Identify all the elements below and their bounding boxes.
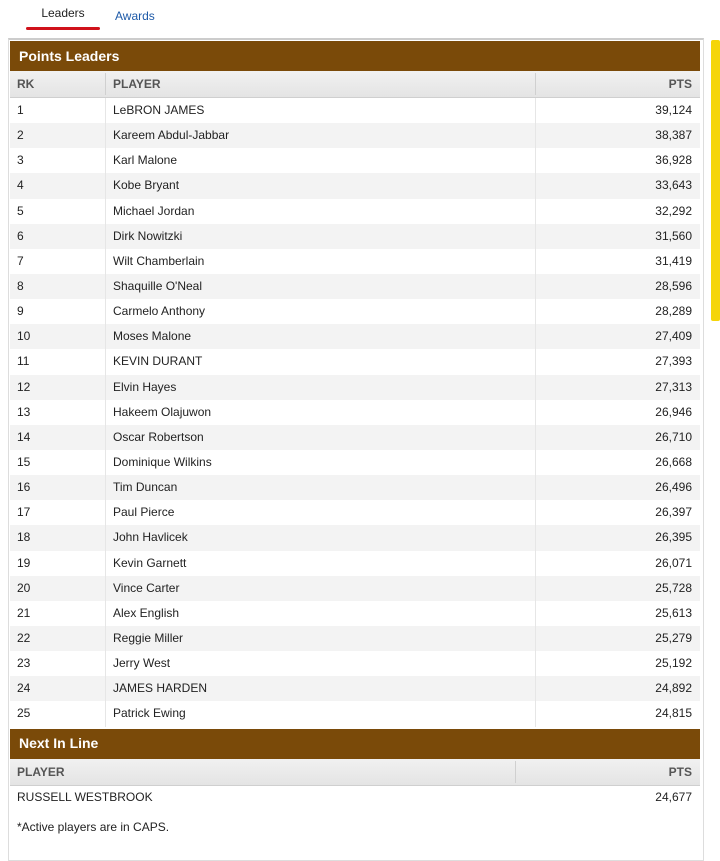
player-name: Dominique Wilkins [113, 454, 212, 469]
player-name: Elvin Hayes [113, 379, 177, 394]
player-rank: 9 [17, 304, 24, 319]
player-points: 24,815 [655, 706, 692, 721]
table-row [10, 425, 700, 450]
column-divider [105, 73, 106, 95]
rank-column-header[interactable]: RK [17, 77, 35, 91]
column-divider [105, 224, 106, 249]
player-name: Oscar Robertson [113, 429, 204, 444]
player-name: Michael Jordan [113, 203, 195, 218]
column-divider [105, 626, 106, 651]
player-name: Karl Malone [113, 153, 178, 168]
player-points: 25,279 [655, 630, 692, 645]
player-points: 28,596 [655, 278, 692, 293]
column-divider [105, 450, 106, 475]
column-divider [535, 676, 536, 701]
column-divider [535, 274, 536, 299]
player-points: 26,071 [655, 555, 692, 570]
player-points: 36,928 [655, 153, 692, 168]
player-rank: 22 [17, 630, 31, 645]
active-tab-underline [26, 27, 100, 30]
column-divider [105, 576, 106, 601]
column-divider [105, 400, 106, 425]
column-divider [105, 601, 106, 626]
table-row [10, 475, 700, 500]
player-name: Kareem Abdul-Jabbar [113, 128, 230, 143]
column-divider [535, 299, 536, 324]
player-name: Jerry West [113, 656, 171, 671]
column-divider [535, 551, 536, 576]
scrollbar-thumb[interactable] [711, 40, 720, 321]
player-rank: 11 [17, 354, 30, 369]
points-leaders-header: Points Leaders [10, 41, 700, 71]
player-points: 26,395 [655, 530, 692, 545]
player-name: John Havlicek [113, 530, 188, 545]
player-name: RUSSELL WESTBROOK [17, 790, 153, 804]
column-divider [105, 500, 106, 525]
player-points: 27,409 [655, 329, 692, 344]
column-divider [535, 324, 536, 349]
player-column-header[interactable]: PLAYER [113, 77, 161, 91]
player-name: Patrick Ewing [113, 706, 186, 721]
table-row [10, 450, 700, 475]
column-divider [105, 676, 106, 701]
player-points: 24,892 [655, 681, 692, 696]
table-row [10, 324, 700, 349]
player-name: Vince Carter [113, 580, 180, 595]
player-rank: 15 [17, 454, 31, 469]
player-points: 25,613 [655, 605, 692, 620]
player-rank: 8 [17, 278, 24, 293]
player-rank: 2 [17, 128, 24, 143]
column-divider [105, 249, 106, 274]
player-points: 27,393 [655, 354, 692, 369]
player-column-header[interactable]: PLAYER [17, 765, 65, 779]
player-rank: 21 [17, 605, 31, 620]
table-row [10, 375, 700, 400]
column-divider [535, 475, 536, 500]
player-rank: 13 [17, 404, 31, 419]
table-row [10, 576, 700, 601]
column-divider [535, 500, 536, 525]
column-divider [105, 651, 106, 676]
table-row [10, 98, 700, 123]
points-column-header[interactable]: PTS [668, 765, 692, 779]
column-divider [105, 701, 106, 726]
column-divider [535, 375, 536, 400]
table-row [10, 173, 700, 198]
column-divider [535, 576, 536, 601]
footnote: *Active players are in CAPS. [17, 820, 170, 834]
table-row [10, 626, 700, 651]
column-divider [535, 525, 536, 550]
column-divider [535, 701, 536, 726]
player-name: Kevin Garnett [113, 555, 187, 570]
table-row [10, 701, 700, 726]
player-name: Wilt Chamberlain [113, 253, 205, 268]
table-row [10, 148, 700, 173]
player-rank: 7 [17, 253, 24, 268]
column-divider [105, 123, 106, 148]
player-points: 26,946 [655, 404, 692, 419]
player-name: JAMES HARDEN [113, 681, 208, 696]
table-row [10, 199, 700, 224]
column-divider [535, 601, 536, 626]
table-row [10, 551, 700, 576]
column-divider [535, 349, 536, 374]
player-rank: 10 [17, 329, 31, 344]
player-points: 38,387 [655, 128, 692, 143]
table-row [10, 676, 700, 701]
column-divider [535, 450, 536, 475]
player-rank: 24 [17, 681, 31, 696]
table-row [10, 525, 700, 550]
column-divider [105, 324, 106, 349]
tab-bar [0, 0, 720, 38]
player-name: Hakeem Olajuwon [113, 404, 212, 419]
player-points: 25,192 [655, 656, 692, 671]
column-divider [535, 199, 536, 224]
player-name: LeBRON JAMES [113, 103, 205, 117]
player-points: 31,560 [655, 228, 692, 243]
player-name: Kobe Bryant [113, 178, 180, 193]
table-row [10, 224, 700, 249]
column-divider [535, 224, 536, 249]
player-points: 26,496 [655, 480, 692, 495]
table-row [10, 123, 700, 148]
column-divider [105, 173, 106, 198]
player-points: 25,728 [655, 580, 692, 595]
player-rank: 25 [17, 706, 31, 721]
column-divider [105, 551, 106, 576]
player-rank: 20 [17, 580, 31, 595]
column-divider [535, 148, 536, 173]
column-divider [105, 525, 106, 550]
player-points: 39,124 [655, 103, 692, 117]
column-divider [105, 274, 106, 299]
table-row [10, 249, 700, 274]
tab-awards-label: Awards [115, 9, 155, 23]
player-rank: 17 [17, 505, 31, 520]
next-in-line-header: Next In Line [10, 729, 700, 759]
player-points: 28,289 [655, 304, 692, 319]
column-divider [535, 400, 536, 425]
player-rank: 12 [17, 379, 31, 394]
table-row [10, 500, 700, 525]
player-name: Reggie Miller [113, 630, 184, 645]
column-divider [535, 73, 536, 95]
player-name: Moses Malone [113, 329, 192, 344]
player-rank: 16 [17, 480, 31, 495]
player-rank: 4 [17, 178, 24, 193]
table-row [10, 349, 700, 374]
points-leaders-table [10, 98, 700, 727]
player-points: 26,397 [655, 505, 692, 520]
table-row [10, 274, 700, 299]
player-points: 32,292 [655, 203, 692, 218]
next-in-line-column-header [10, 759, 700, 786]
table-row [10, 299, 700, 324]
player-name: Tim Duncan [113, 480, 178, 495]
next-in-line-row [10, 785, 700, 810]
tab-leaders-label: Leaders [41, 6, 85, 20]
column-divider [105, 299, 106, 324]
column-divider [105, 375, 106, 400]
player-points: 31,419 [655, 253, 692, 268]
player-name: Shaquille O'Neal [113, 278, 203, 293]
player-rank: 19 [17, 555, 31, 570]
tab-leaders[interactable] [26, 6, 100, 20]
column-divider [535, 249, 536, 274]
tab-awards[interactable] [115, 9, 155, 23]
player-name: Paul Pierce [113, 505, 175, 520]
table-row [10, 651, 700, 676]
player-points: 24,677 [655, 790, 692, 804]
column-divider [535, 651, 536, 676]
points-column-header[interactable]: PTS [668, 77, 692, 91]
player-name: KEVIN DURANT [113, 354, 203, 369]
column-divider [105, 349, 106, 374]
column-divider [535, 123, 536, 148]
player-name: Dirk Nowitzki [113, 228, 183, 243]
column-divider [535, 98, 536, 123]
player-rank: 5 [17, 203, 24, 218]
player-points: 26,668 [655, 454, 692, 469]
column-divider [105, 425, 106, 450]
player-rank: 23 [17, 656, 31, 671]
player-rank: 6 [17, 228, 24, 243]
table-row [10, 601, 700, 626]
player-rank: 14 [17, 429, 31, 444]
player-name: Carmelo Anthony [113, 304, 206, 319]
player-rank: 3 [17, 153, 24, 168]
player-points: 27,313 [655, 379, 692, 394]
column-divider [105, 148, 106, 173]
player-points: 26,710 [655, 429, 692, 444]
player-rank: 18 [17, 530, 31, 545]
player-points: 33,643 [655, 178, 692, 193]
column-divider [535, 425, 536, 450]
column-divider [535, 173, 536, 198]
column-divider [535, 626, 536, 651]
player-name: Alex English [113, 605, 180, 620]
column-divider [105, 475, 106, 500]
table-row [10, 400, 700, 425]
column-divider [105, 98, 106, 123]
player-rank: 1 [17, 103, 24, 117]
column-divider [105, 199, 106, 224]
column-divider [515, 761, 516, 783]
points-leaders-column-header [10, 71, 700, 98]
